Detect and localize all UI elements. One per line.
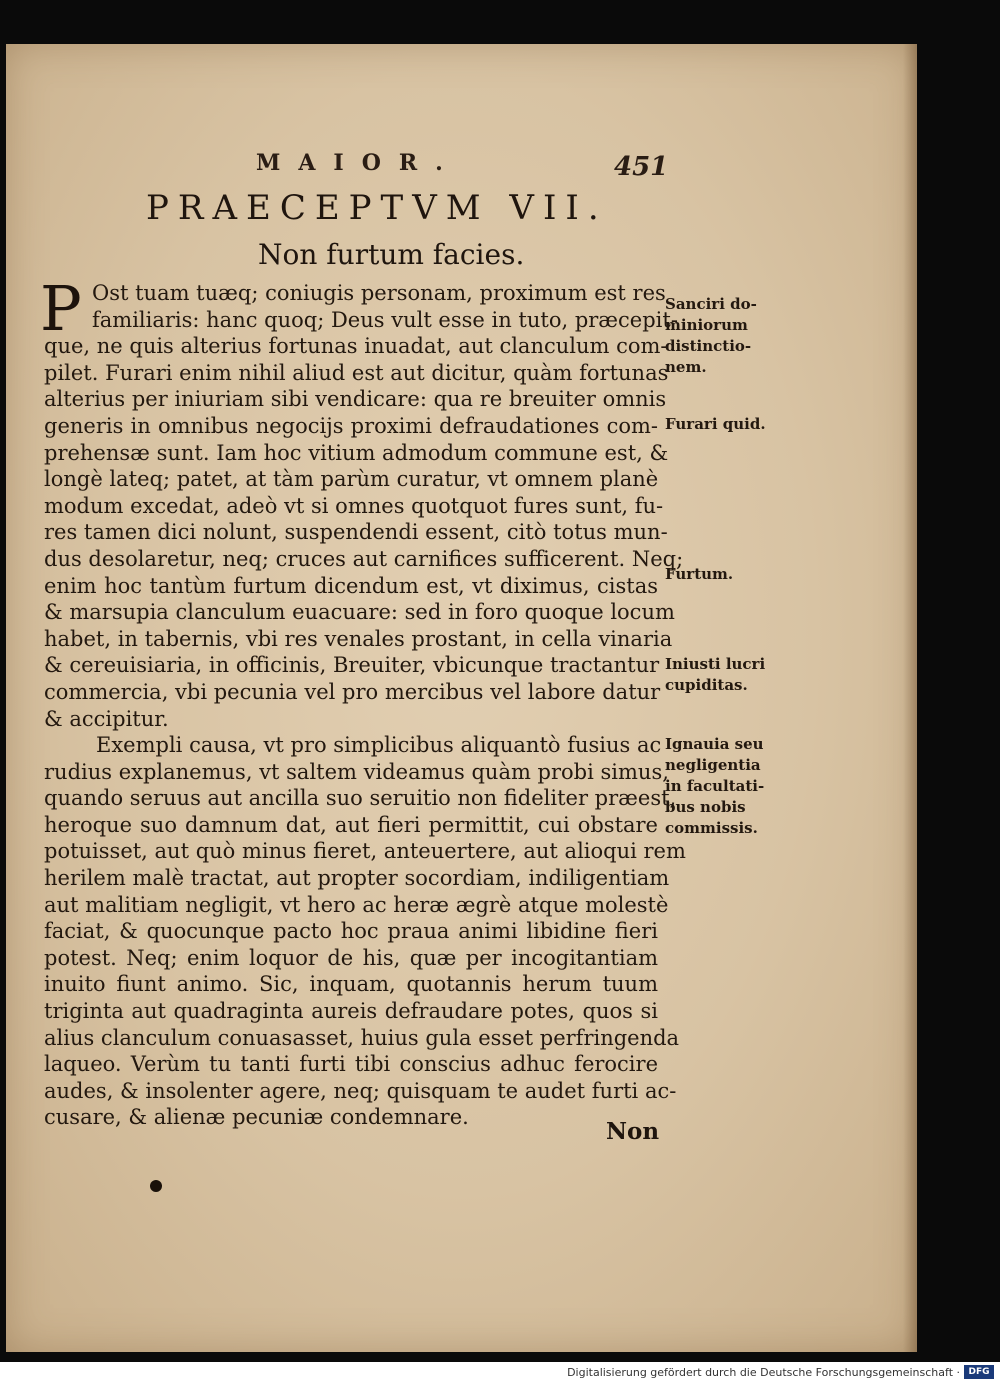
text-line: inuito fiunt animo. Sic, inquam, quotannis herum tuum: [44, 972, 658, 997]
text-line: pilet. Furari enim nihil aliud est aut dicitur, quàm fortunas: [44, 360, 669, 385]
running-head: MAIOR.: [256, 150, 461, 176]
margin-note: Ignauia seu negligentia in facultati- bus nobis commissis.: [665, 735, 765, 837]
text-line: habet, in tabernis, vbi res venales prostant, in cella vinaria: [44, 626, 673, 651]
text-line: & marsupia clanculum euacuare: sed in foro quoque locum: [44, 600, 675, 625]
text-line: res tamen dici nolunt, suspendendi essent, citò totus mun-: [44, 520, 668, 545]
chapter-subtitle: Non furtum facies.: [258, 238, 525, 271]
text-line: dus desolaretur, neq; cruces aut carnifices sufficerent. Neq;: [44, 546, 684, 571]
text-line: Ost tuam tuæq; coniugis personam, proximum est res: [92, 281, 666, 305]
text-line: laqueo. Verùm tu tanti furti tibi conscius adhuc ferocire: [44, 1052, 658, 1077]
ink-spot: [150, 1180, 162, 1192]
margin-note: Furtum.: [665, 565, 734, 583]
text-line: rudius explanemus, vt saltem videamus quàm probi simus,: [44, 759, 669, 784]
text-line: alterius per iniuriam sibi vendicare: qua re breuiter omnis: [44, 387, 667, 412]
text-line: Exempli causa, vt pro simplicibus aliquantò fusius ac: [96, 733, 662, 758]
drop-cap: P: [40, 272, 82, 345]
text-line: alius clanculum conuasasset, huius gula esset perfringenda: [44, 1025, 680, 1050]
text-line: triginta aut quadraginta aureis defraudare potes, quos si: [44, 999, 658, 1024]
text-line: modum excedat, adeò vt si omnes quotquot fures sunt, fu-: [44, 493, 664, 518]
text-line: potest. Neq; enim loquor de his, quæ per incogitantiam: [44, 945, 658, 970]
text-line: & cereuisiaria, in officinis, Breuiter, vbicunque tractantur: [44, 653, 660, 678]
text-line: faciat, & quocunque pacto hoc praua animi libidine fieri: [44, 919, 658, 944]
text-line: & accipitur.: [44, 706, 169, 731]
text-line: cusare, & alienæ pecuniæ condemnare.: [44, 1105, 469, 1130]
footer-credit: Digitalisierung gefördert durch die Deutsche Forschungsgemeinschaft ·: [567, 1366, 960, 1379]
text-line: que, ne quis alterius fortunas inuadat, aut clanculum com-: [44, 334, 668, 359]
text-line: generis in omnibus negocijs proximi defraudationes com-: [44, 413, 658, 438]
text-line: enim hoc tantùm furtum dicendum est, vt diximus, cistas: [44, 573, 658, 598]
margin-note: Iniusti lucri cupiditas.: [665, 655, 766, 694]
text-line: heroque suo damnum dat, aut fieri permittit, cui obstare: [44, 812, 658, 837]
text-line: longè lateq; patet, at tàm parùm curatur, vt omnem planè: [44, 467, 659, 492]
text-line: audes, & insolenter agere, neq; quisquam te audet furti ac-: [44, 1078, 677, 1103]
body-text: [44, 280, 686, 1131]
text-line: aut malitiam negligit, vt hero ac heræ ægrè atque molestè: [44, 892, 669, 917]
text-line: commercia, vbi pecunia vel pro mercibus vel labore datur: [44, 679, 661, 704]
text-line: potuisset, aut quò minus fieret, anteuertere, aut alioqui rem: [44, 839, 686, 864]
text-line: herilem malè tractat, aut propter socordiam, indiligentiam: [44, 866, 670, 891]
text-line: quando seruus aut ancilla suo seruitio non fideliter præest,: [44, 786, 677, 811]
chapter-title: PRAECEPTVM VII.: [146, 188, 608, 228]
margin-note: Furari quid.: [665, 415, 766, 433]
page-number: 451: [614, 152, 669, 182]
text-line: prehensæ sunt. Iam hoc vitium admodum commune est, &: [44, 440, 669, 465]
catchword: Non: [606, 1118, 660, 1145]
dfg-logo-icon: DFG: [964, 1365, 994, 1379]
text-line: familiaris: hanc quoq; Deus vult esse in tuto, præcepit-: [92, 307, 678, 332]
margin-note: Sanciri do- miniorum distinctio- nem.: [665, 295, 757, 376]
